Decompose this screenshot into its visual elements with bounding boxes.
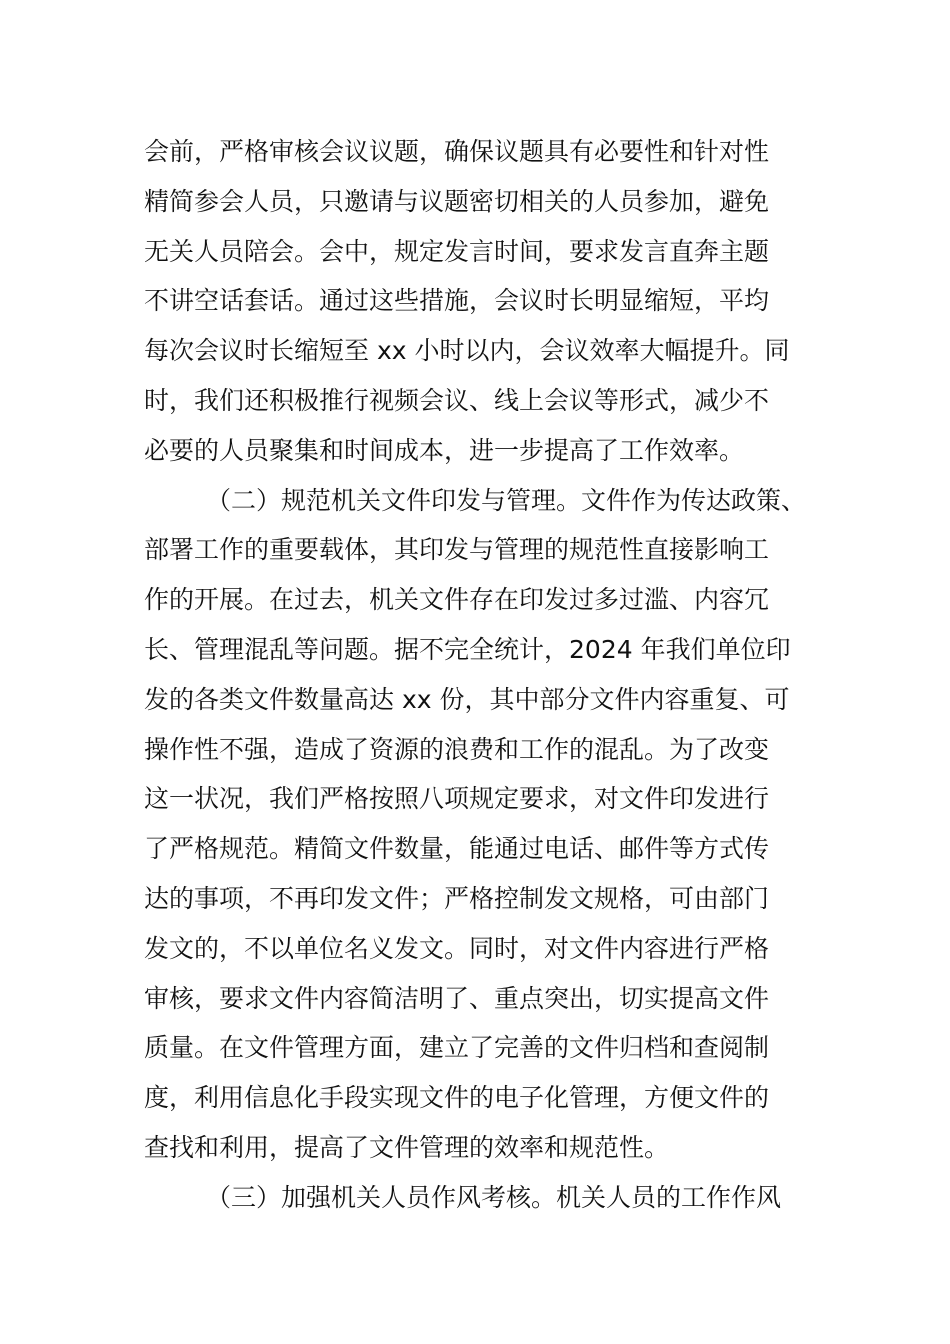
text-line: 查找和利用，提高了文件管理的效率和规范性。 — [144, 1132, 670, 1162]
text-line: 长、管理混乱等问题。据不完全统计，2024 年我们单位印 — [144, 634, 791, 664]
text-line: 部署工作的重要载体，其印发与管理的规范性直接影响工 — [144, 535, 770, 565]
text-line: 必要的人员聚集和时间成本，进一步提高了工作效率。 — [144, 435, 745, 465]
text-line: 每次会议时长缩短至 xx 小时以内，会议效率大幅提升。同 — [144, 336, 790, 366]
text-line: 质量。在文件管理方面，建立了完善的文件归档和查阅制 — [144, 1033, 770, 1063]
text-line: 了严格规范。精简文件数量，能通过电话、邮件等方式传 — [144, 834, 770, 864]
section-heading-line: （三）加强机关人员作风考核。机关人员的工作作风 — [206, 1182, 782, 1212]
text-line: 不讲空话套话。通过这些措施，会议时长明显缩短，平均 — [144, 286, 770, 316]
text-line: 发文的，不以单位名义发文。同时，对文件内容进行严格 — [144, 933, 770, 963]
text-line: 审核，要求文件内容简洁明了、重点突出，切实提高文件 — [144, 983, 770, 1013]
text-line: 度，利用信息化手段实现文件的电子化管理，方便文件的 — [144, 1083, 770, 1113]
body-text — [144, 127, 824, 1223]
text-line: 时，我们还积极推行视频会议、线上会议等形式，减少不 — [144, 385, 770, 415]
text-line: 作的开展。在过去，机关文件存在印发过多过滥、内容冗 — [144, 585, 770, 615]
text-line: 达的事项，不再印发文件；严格控制发文规格，可由部门 — [144, 883, 770, 913]
section-heading-line: （二）规范机关文件印发与管理。文件作为传达政策、 — [206, 485, 807, 515]
text-line: 会前，严格审核会议议题，确保议题具有必要性和针对性 — [144, 137, 770, 166]
text-line: 发的各类文件数量高达 xx 份，其中部分文件内容重复、可 — [144, 684, 790, 714]
text-line: 这一状况，我们严格按照八项规定要求，对文件印发进行 — [144, 784, 770, 814]
text-line: 操作性不强，造成了资源的浪费和工作的混乱。为了改变 — [144, 734, 770, 764]
text-line: 精简参会人员，只邀请与议题密切相关的人员参加，避免 — [144, 186, 770, 216]
text-line: 无关人员陪会。会中，规定发言时间，要求发言直奔主题 — [144, 236, 770, 266]
